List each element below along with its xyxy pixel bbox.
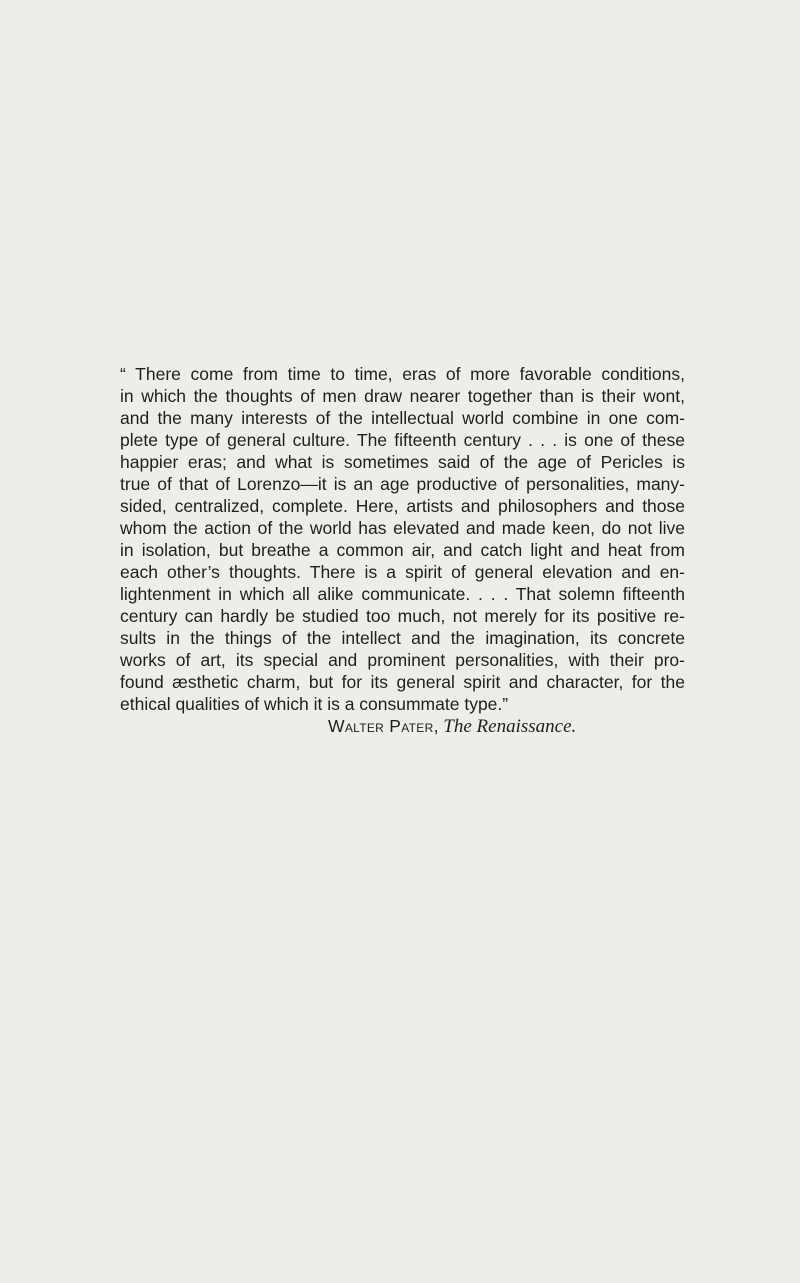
quote-line: “ There come from time to time, eras of more favorable conditions, bbox=[120, 364, 685, 384]
quote-line: and the many interests of the intellectual world combine in one com- bbox=[120, 408, 685, 428]
quote-line: in isolation, but breathe a common air, and catch light and heat from bbox=[120, 540, 685, 560]
quote-line: plete type of general culture. The fifteenth century . . . is one of these bbox=[120, 430, 685, 450]
attribution-author: Walter Pater bbox=[328, 716, 434, 736]
quote-line: lightenment in which all alike communicate. . . . That solemn fifteenth bbox=[120, 584, 685, 604]
quote-line: happier eras; and what is sometimes said of the age of Pericles is bbox=[120, 452, 685, 472]
epigraph-quote bbox=[120, 363, 685, 737]
attribution-work-title: The Renaissance. bbox=[443, 716, 577, 737]
attribution-separator: , bbox=[433, 716, 444, 736]
quote-line: ethical qualities of which it is a consummate type.” bbox=[120, 694, 509, 714]
quote-line: true of that of Lorenzo—it is an age productive of personalities, many- bbox=[120, 474, 685, 494]
quote-line: in which the thoughts of men draw nearer together than is their wont, bbox=[120, 386, 685, 406]
quote-line: whom the action of the world has elevated and made keen, do not live bbox=[120, 518, 685, 538]
quote-line: century can hardly be studied too much, not merely for its positive re- bbox=[120, 606, 685, 626]
quote-line: found æsthetic charm, but for its general spirit and character, for the bbox=[120, 672, 685, 692]
quote-line: sults in the things of the intellect and the imagination, its concrete bbox=[120, 628, 685, 648]
attribution bbox=[120, 715, 685, 737]
quote-line: works of art, its special and prominent personalities, with their pro- bbox=[120, 650, 685, 670]
quote-line: each other’s thoughts. There is a spirit of general elevation and en- bbox=[120, 562, 685, 582]
quote-line: sided, centralized, complete. Here, artists and philosophers and those bbox=[120, 496, 685, 516]
